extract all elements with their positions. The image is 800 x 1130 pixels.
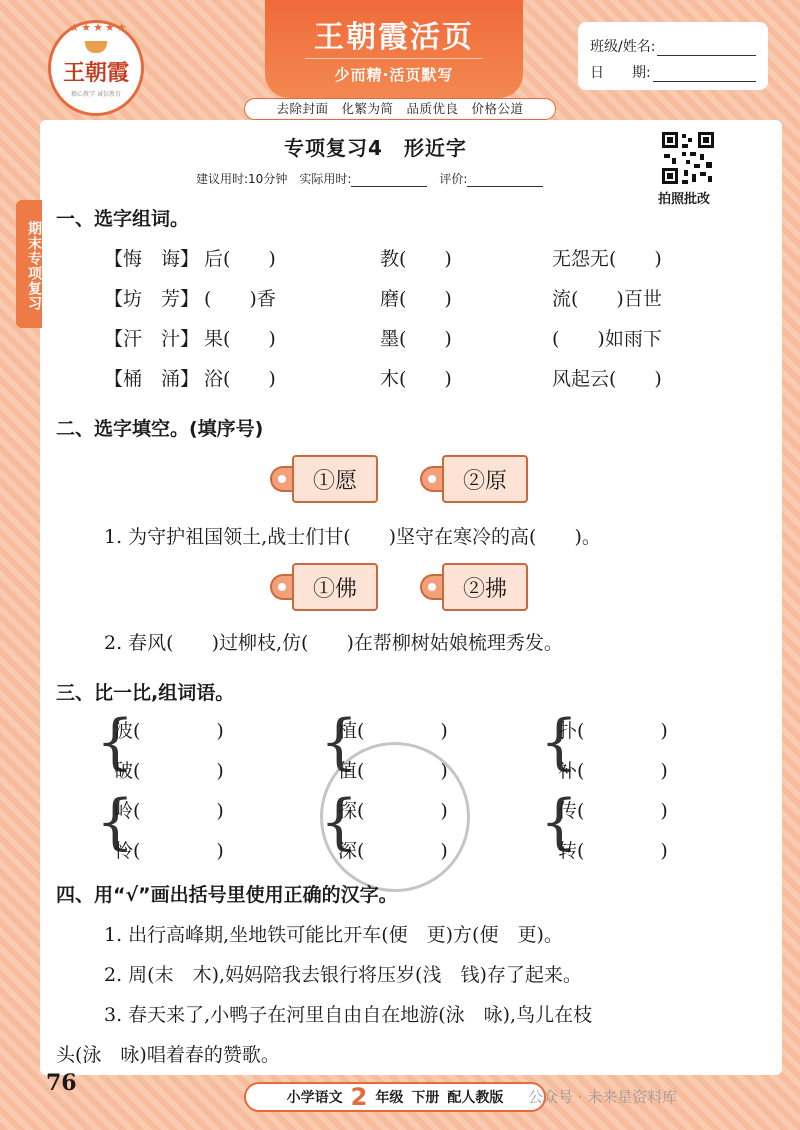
score-field[interactable] (467, 175, 543, 187)
s1-row3-chars: 【汗 汁】 (104, 328, 200, 350)
s3-g1-a: 波( ) (114, 720, 224, 742)
option-tag-2 (420, 454, 528, 504)
s1-row2-a: ( )香 (204, 288, 276, 310)
banner-subtitle: 少而精·活页默写 (334, 66, 454, 84)
s3-g2-a: 植( ) (338, 720, 448, 742)
section1-title: 一、选字组词。 (56, 208, 190, 230)
date-label: 日 期: (590, 65, 651, 81)
side-tab: 期末专项复习 (16, 200, 42, 328)
s2-question-1: 1. 为守护祖国领土,战士们甘( )坚守在寒冷的高( )。 (104, 526, 601, 548)
tag-hole-icon (270, 466, 292, 492)
tag-hole-icon (420, 466, 442, 492)
brace-icon: { (96, 707, 135, 777)
option-tag-3 (270, 562, 378, 612)
logo-text: 王朝霞 (62, 60, 129, 86)
page-number: 76 (46, 1070, 77, 1096)
s1-row2-b: 磨( ) (380, 288, 452, 310)
s1-row4-chars: 【桶 涌】 (104, 368, 200, 390)
s3-g4-a: 岭( ) (114, 800, 224, 822)
s3-g6-a: 传( ) (558, 800, 668, 822)
s1-row3-b: 墨( ) (380, 328, 452, 350)
tag-label: ①佛 (292, 563, 378, 611)
suggested-time: 建议用时:10分钟 (196, 172, 288, 186)
s3-g3-b: 补( ) (558, 760, 668, 782)
student-info-box (578, 22, 768, 90)
logo-stars: ★★★★★ (69, 21, 129, 34)
s1-row2-chars: 【坊 芳】 (104, 288, 200, 310)
tag-label: ②拂 (442, 563, 528, 611)
brace-icon: { (540, 707, 579, 777)
s3-g3-a: 扑( ) (558, 720, 668, 742)
section4-title: 四、用“√”画出括号里使用正确的汉字。 (56, 884, 398, 906)
s4-question-3a: 3. 春天来了,小鸭子在河里自由自在地游(泳 咏),鸟儿在枝 (104, 1004, 593, 1026)
logo-cup-icon (85, 41, 107, 53)
footer-edition: 配人教版 (447, 1090, 504, 1106)
brace-icon: { (540, 787, 579, 857)
section3-title: 三、比一比,组词语。 (56, 682, 235, 704)
s3-g5-a: 探( ) (338, 800, 448, 822)
class-name-field[interactable] (657, 42, 756, 56)
brace-icon: { (320, 707, 359, 777)
actual-time-label: 实际用时: (299, 172, 352, 186)
s4-question-1: 1. 出行高峰期,坐地铁可能比开车(便 更)方(便 更)。 (104, 924, 563, 946)
brace-icon: { (96, 787, 135, 857)
footer-grade: 年级 (375, 1090, 404, 1106)
option-tag-4 (420, 562, 528, 612)
s1-row4-c: 风起云( ) (552, 368, 662, 390)
timing-row (196, 170, 543, 187)
footer-subject: 小学语文 (286, 1090, 343, 1106)
tag-label: ①愿 (292, 455, 378, 503)
seal-stamp (320, 742, 470, 892)
s2-question-2: 2. 春风( )过柳枝,仿( )在帮柳树姑娘梳理秀发。 (104, 632, 563, 654)
s1-row1-chars: 【悔 诲】 (104, 248, 200, 270)
tag-hole-icon (420, 574, 442, 600)
banner-divider (305, 58, 483, 59)
s1-row4-a: 浴( ) (204, 368, 276, 390)
footer-bar (244, 1082, 546, 1112)
s4-question-2: 2. 周(末 木),妈妈陪我去银行将压岁(浅 钱)存了起来。 (104, 964, 582, 986)
s1-row3-a: 果( ) (204, 328, 276, 350)
date-field[interactable] (653, 68, 756, 82)
logo-subtext: 精心教学 诚信教育 (71, 91, 121, 98)
banner-title: 王朝霞活页 (314, 20, 474, 55)
brace-icon: { (320, 787, 359, 857)
s4-question-3b: 头(泳 咏)唱着春的赞歌。 (56, 1044, 280, 1066)
qr-code-icon[interactable] (660, 130, 716, 186)
s3-g1-b: 破( ) (114, 760, 224, 782)
section2-title: 二、选字填空。(填序号) (56, 418, 264, 440)
header-banner (265, 0, 523, 98)
brand-logo (48, 20, 144, 116)
footer-grade-number: 2 (350, 1083, 368, 1111)
s1-row1-c: 无怨无( ) (552, 248, 662, 270)
s3-g5-b: 深( ) (338, 840, 448, 862)
tag-hole-icon (270, 574, 292, 600)
footer-volume: 下册 (411, 1090, 440, 1106)
qr-label: 拍照批改 (658, 192, 711, 207)
s3-g2-b: 值( ) (338, 760, 448, 782)
s1-row3-c: ( )如雨下 (552, 328, 662, 350)
s1-row4-b: 木( ) (380, 368, 452, 390)
s3-g4-b: 怜( ) (114, 840, 224, 862)
s1-row2-c: 流( )百世 (552, 288, 662, 310)
s3-g6-b: 转( ) (558, 840, 668, 862)
slogan-bar: 去除封面 化繁为简 品质优良 价格公道 (244, 98, 556, 120)
class-name-label: 班级/姓名: (590, 39, 656, 55)
option-tag-1 (270, 454, 378, 504)
watermark: 公众号 · 未来星资料库 (528, 1088, 678, 1106)
page-title: 专项复习4 形近字 (284, 136, 467, 160)
actual-time-field[interactable] (351, 175, 427, 187)
s1-row1-a: 后( ) (204, 248, 276, 270)
s1-row1-b: 教( ) (380, 248, 452, 270)
tag-label: ②原 (442, 455, 528, 503)
score-label: 评价: (439, 172, 468, 186)
